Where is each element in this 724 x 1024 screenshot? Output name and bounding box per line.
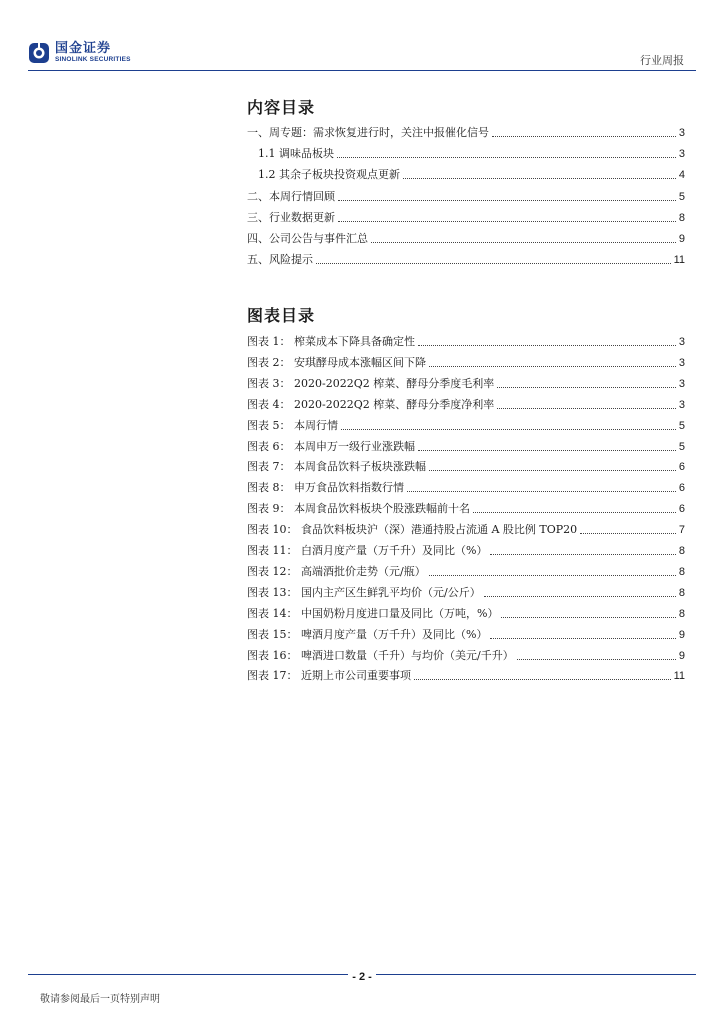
contents-entry[interactable] (258, 145, 685, 161)
toc-entry-label: 三、行业数据更新 (247, 210, 335, 224)
toc-entry-label: 图表 2： 安琪酵母成本涨幅区间下降 (247, 355, 426, 369)
figures-entry[interactable] (247, 647, 685, 663)
toc-entry-page: 5 (678, 419, 685, 432)
header-divider (28, 70, 696, 71)
toc-dot-leader (316, 262, 671, 264)
report-type-label: 行业周报 (640, 54, 684, 67)
toc-entry-page: 3 (678, 377, 685, 390)
toc-dot-leader (418, 449, 676, 451)
toc-dot-leader (338, 199, 676, 201)
toc-entry-label: 图表 10： 食品饮料板块沪（深）港通持股占流通 A 股比例 TOP20 (247, 523, 578, 537)
toc-entry-page: 5 (678, 190, 685, 203)
toc-entry-page: 8 (678, 607, 685, 620)
toc-entry-page: 3 (678, 127, 685, 139)
toc-entry-page: 3 (678, 336, 685, 348)
contents-entry[interactable] (247, 230, 685, 246)
toc-entry-page: 6 (678, 503, 685, 516)
toc-entry-label: 一、周专题：需求恢复进行时，关注中报催化信号 (247, 126, 489, 139)
figures-entry[interactable] (247, 479, 685, 495)
toc-dot-leader (490, 553, 675, 555)
toc-dot-leader (484, 595, 676, 597)
toc-entry-page: 6 (678, 461, 685, 474)
figures-entry[interactable] (247, 605, 685, 621)
page-number-text: - 2 - (348, 971, 376, 983)
toc-dot-leader (429, 574, 676, 576)
toc-entry-page: 4 (678, 169, 685, 182)
figures-title: 图表目录 (247, 306, 316, 325)
toc-entry-label: 1.2 其余子板块投资观点更新 (258, 168, 400, 182)
company-logo (28, 42, 131, 64)
figures-entry[interactable] (247, 438, 685, 454)
toc-dot-leader (473, 511, 676, 513)
toc-entry-label: 1.1 调味品板块 (258, 147, 334, 161)
contents-entry[interactable] (258, 166, 685, 182)
logo-english-name: SINOLINK SECURITIES (55, 56, 131, 63)
toc-entry-page: 9 (678, 649, 685, 662)
toc-entry-page: 9 (678, 233, 685, 245)
toc-dot-leader (407, 490, 676, 492)
toc-entry-label: 图表 8： 申万食品饮料指数行情 (247, 481, 404, 495)
contents-title: 内容目录 (247, 98, 316, 117)
toc-entry-page: 5 (678, 440, 685, 453)
toc-entry-page: 3 (678, 148, 685, 161)
toc-entry-page: 8 (678, 565, 685, 578)
figures-entry[interactable] (247, 667, 685, 683)
disclaimer-text: 敬请参阅最后一页特别声明 (40, 994, 160, 1005)
toc-entry-label: 图表 3： 2020-2022Q2 榨菜、酵母分季度毛利率 (247, 376, 495, 390)
toc-dot-leader (338, 220, 676, 222)
toc-entry-label: 四、公司公告与事件汇总 (247, 232, 368, 245)
toc-dot-leader (492, 135, 676, 137)
toc-entry-page: 11 (673, 670, 685, 683)
toc-entry-label: 图表 6： 本周申万一级行业涨跌幅 (247, 439, 415, 453)
toc-entry-page: 3 (678, 398, 685, 411)
toc-dot-leader (580, 532, 676, 534)
toc-dot-leader (490, 637, 675, 639)
figures-entry[interactable] (247, 500, 685, 516)
toc-dot-leader (341, 428, 676, 430)
toc-entry-label: 图表 12： 高端酒批价走势（元/瓶） (247, 564, 426, 578)
toc-entry-page: 8 (678, 586, 685, 599)
toc-entry-label: 图表 14： 中国奶粉月度进口量及同比（万吨，%） (247, 606, 499, 620)
toc-entry-label: 图表 5： 本周行情 (247, 418, 338, 432)
toc-dot-leader (371, 241, 676, 243)
toc-entry-page: 8 (678, 211, 685, 224)
toc-entry-page: 6 (678, 482, 685, 495)
toc-entry-label: 图表 15： 啤酒月度产量（万千升）及同比（%） (247, 627, 488, 641)
figures-entry[interactable] (247, 584, 685, 600)
toc-dot-leader (337, 156, 676, 158)
toc-entry-label: 图表 7： 本周食品饮料子板块涨跌幅 (247, 460, 426, 474)
toc-entry-page: 9 (678, 628, 685, 641)
toc-entry-label: 图表 13： 国内主产区生鲜乳平均价（元/公斤） (247, 585, 481, 599)
figures-entry[interactable] (247, 563, 685, 579)
toc-entry-label: 图表 17： 近期上市公司重要事项 (247, 669, 411, 683)
page-number (0, 971, 724, 983)
toc-dot-leader (418, 344, 676, 346)
toc-entry-label: 五、风险提示 (247, 253, 313, 267)
toc-dot-leader (501, 616, 675, 618)
toc-entry-page: 3 (678, 356, 685, 369)
toc-entry-page: 11 (673, 254, 685, 267)
toc-entry-page: 7 (678, 524, 685, 537)
toc-entry-label: 二、本周行情回顾 (247, 189, 335, 203)
toc-entry-label: 图表 4： 2020-2022Q2 榨菜、酵母分季度净利率 (247, 397, 495, 411)
sinolink-logo-icon (28, 42, 50, 64)
figures-entry[interactable] (247, 417, 685, 433)
contents-entry[interactable] (247, 251, 685, 267)
toc-dot-leader (429, 469, 676, 471)
figures-entry[interactable] (247, 333, 685, 349)
toc-entry-label: 图表 1： 榨菜成本下降具备确定性 (247, 335, 415, 348)
figures-entry[interactable] (247, 375, 685, 391)
contents-entry[interactable] (247, 209, 685, 225)
toc-dot-leader (429, 365, 676, 367)
toc-dot-leader (414, 678, 671, 680)
toc-entry-label: 图表 11： 白酒月度产量（万千升）及同比（%） (247, 544, 488, 557)
toc-dot-leader (497, 386, 676, 388)
figures-entry[interactable] (247, 396, 685, 412)
page-header (0, 0, 724, 70)
contents-entry[interactable] (247, 188, 685, 204)
toc-entry-label: 图表 16： 啤酒进口数量（千升）与均价（美元/千升） (247, 648, 514, 662)
toc-entry-label: 图表 9： 本周食品饮料板块个股涨跌幅前十名 (247, 502, 470, 516)
contents-entry[interactable] (247, 124, 685, 140)
figures-entry[interactable] (247, 354, 685, 370)
toc-entry-page: 8 (678, 545, 685, 557)
figures-entry[interactable] (247, 626, 685, 642)
figures-entry[interactable] (247, 458, 685, 474)
toc-dot-leader (517, 658, 676, 660)
figures-entry[interactable] (247, 542, 685, 558)
figures-entry[interactable] (247, 521, 685, 537)
toc-dot-leader (497, 407, 676, 409)
toc-dot-leader (403, 177, 676, 179)
logo-chinese-name: 国金证券 (55, 41, 112, 56)
